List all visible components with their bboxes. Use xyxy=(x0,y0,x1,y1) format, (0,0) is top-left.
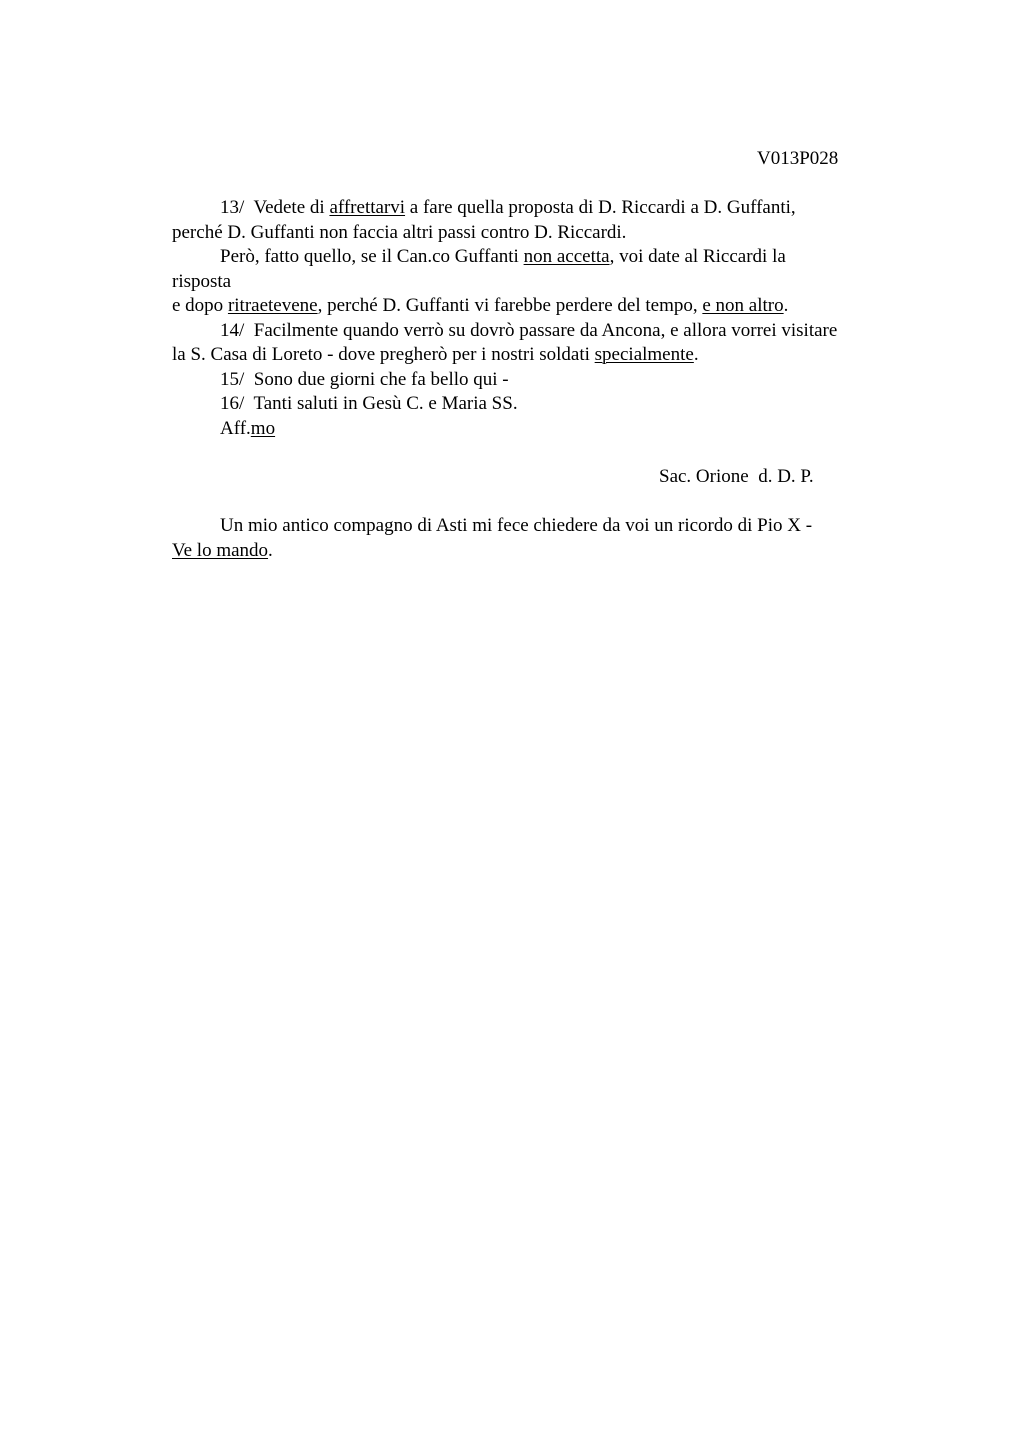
underlined-e-non-altro: e non altro xyxy=(702,295,784,316)
paragraph-14-number: 14/ xyxy=(220,319,245,341)
postscript-period: . xyxy=(268,539,273,561)
page-reference: V013P028 xyxy=(757,148,839,169)
paragraph-15-text: Sono due giorni che fa bello qui - xyxy=(253,368,509,390)
paragraph-13-text-g: . xyxy=(783,295,789,316)
paragraph-13-text-e: e dopo xyxy=(172,295,228,316)
paragraph-13-line-1 xyxy=(172,196,902,221)
paragraph-14-text-c: . xyxy=(693,344,699,365)
paragraph-13-number: 13/ xyxy=(220,197,245,218)
paragraph-14-line-1 xyxy=(172,319,902,344)
closing xyxy=(172,417,902,442)
postscript-line-2 xyxy=(172,539,902,564)
underlined-ritraetevene: ritraetevene xyxy=(227,295,318,316)
signature: Sac. Orione d. D. P. xyxy=(659,466,814,487)
underlined-specialmente: specialmente xyxy=(594,344,694,365)
paragraph-16 xyxy=(172,392,902,417)
paragraph-16-number: 16/ xyxy=(220,393,245,414)
closing-prefix: Aff. xyxy=(220,417,251,439)
paragraph-16-text: Tanti saluti in Gesù C. e Maria SS. xyxy=(253,393,518,414)
underlined-ve-lo-mando: Ve lo mando xyxy=(172,539,269,561)
paragraph-13-line-2: perché D. Guffanti non faccia altri passi contro D. Riccardi. xyxy=(172,221,627,243)
paragraph-13-line-4: risposta xyxy=(172,270,232,292)
postscript-line-1: Un mio antico compagno di Asti mi fece chiedere da voi un ricordo di Pio X - xyxy=(220,515,813,536)
paragraph-13-text-d: , voi date al Riccardi la xyxy=(609,246,786,267)
underlined-non-accetta: non accetta xyxy=(523,246,610,267)
paragraph-14-text-b: la S. Casa di Loreto - dove pregherò per i nostri soldati xyxy=(172,344,595,365)
paragraph-14-text-a: Facilmente quando verrò su dovrò passare da Ancona, e allora vorrei visitare xyxy=(253,319,838,341)
paragraph-13-text-c: Però, fatto quello, se il Can.co Guffanti xyxy=(220,246,524,267)
paragraph-13-line-3 xyxy=(172,245,902,270)
paragraph-13-text-a: Vedete di xyxy=(253,197,330,218)
paragraph-13-text-b: a fare quella proposta di D. Riccardi a D. Guffanti, xyxy=(405,197,796,218)
postscript xyxy=(172,514,902,563)
letter-body xyxy=(172,196,902,441)
paragraph-13-line-5 xyxy=(172,294,902,319)
paragraph-13-text-f: , perché D. Guffanti vi farebbe perdere del tempo, xyxy=(317,295,703,316)
underlined-affrettarvi: affrettarvi xyxy=(329,197,406,218)
paragraph-15-number: 15/ xyxy=(220,368,245,390)
closing-underlined: mo xyxy=(250,417,276,439)
paragraph-14-line-2 xyxy=(172,343,902,368)
paragraph-15 xyxy=(172,368,902,393)
